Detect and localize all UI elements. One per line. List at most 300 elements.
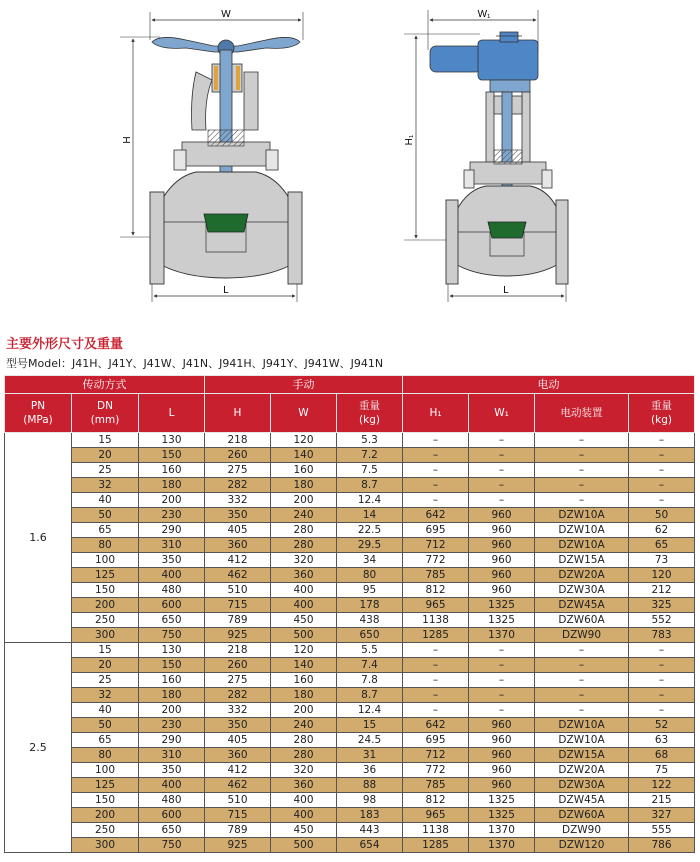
- cell-w1: –: [469, 478, 535, 493]
- table-row: [5, 598, 695, 613]
- cell-l: 310: [139, 538, 205, 553]
- cell-actuator: –: [535, 688, 629, 703]
- cell-l: 200: [139, 703, 205, 718]
- cell-h: 218: [205, 433, 271, 448]
- col-weight-unit: (kg): [359, 414, 380, 426]
- table-row: [5, 493, 695, 508]
- cell-w: 280: [271, 748, 337, 763]
- cell-w: 400: [271, 793, 337, 808]
- cell-actuator: DZW15A: [535, 553, 629, 568]
- cell-w: 400: [271, 598, 337, 613]
- cell-dn: 200: [72, 808, 139, 823]
- cell-h: 360: [205, 748, 271, 763]
- cell-dn: 250: [72, 613, 139, 628]
- cell-w: 140: [271, 658, 337, 673]
- cell-weight-electric: 68: [629, 748, 695, 763]
- cell-weight-electric: –: [629, 448, 695, 463]
- cell-actuator: DZW15A: [535, 748, 629, 763]
- table-row: [5, 793, 695, 808]
- cell-dn: 100: [72, 763, 139, 778]
- cell-actuator: DZW120: [535, 838, 629, 853]
- table-row: [5, 433, 695, 448]
- cell-actuator: DZW20A: [535, 568, 629, 583]
- cell-actuator: DZW10A: [535, 538, 629, 553]
- cell-weight-electric: 62: [629, 523, 695, 538]
- group-header-row: [5, 376, 695, 394]
- table-row: [5, 688, 695, 703]
- cell-l: 750: [139, 628, 205, 643]
- table-row: [5, 463, 695, 478]
- cell-weight: 24.5: [337, 733, 403, 748]
- table-row: [5, 448, 695, 463]
- cell-w: 400: [271, 583, 337, 598]
- manual-valve-drawing: [120, 9, 303, 302]
- dim-l-label: L: [223, 285, 229, 296]
- cell-actuator: DZW90: [535, 823, 629, 838]
- cell-h1: –: [403, 703, 469, 718]
- dim-h-label: H: [122, 136, 133, 144]
- cell-h1: 695: [403, 523, 469, 538]
- cell-w: 500: [271, 628, 337, 643]
- electric-valve-disc: [488, 222, 526, 238]
- dim-w1-label: W₁: [477, 9, 491, 20]
- cell-h: 405: [205, 733, 271, 748]
- cell-dn: 125: [72, 778, 139, 793]
- cell-dn: 15: [72, 433, 139, 448]
- cell-weight: 15: [337, 718, 403, 733]
- col-pn-unit: (MPa): [23, 414, 53, 426]
- pn-cell: 2.5: [5, 643, 72, 853]
- cell-weight-electric: 325: [629, 598, 695, 613]
- cell-h: 462: [205, 568, 271, 583]
- table-row: [5, 808, 695, 823]
- col-pn: [5, 394, 72, 433]
- cell-l: 650: [139, 823, 205, 838]
- cell-w: 200: [271, 493, 337, 508]
- table-row: [5, 823, 695, 838]
- col-weight-label: 重量: [359, 400, 381, 412]
- table-row: [5, 778, 695, 793]
- cell-weight: 443: [337, 823, 403, 838]
- cell-w1: –: [469, 493, 535, 508]
- cell-l: 180: [139, 478, 205, 493]
- cell-w1: 960: [469, 733, 535, 748]
- cell-h1: 642: [403, 508, 469, 523]
- dimensions-table-wrap: [4, 375, 694, 853]
- cell-weight: 80: [337, 568, 403, 583]
- cell-l: 160: [139, 673, 205, 688]
- cell-h: 275: [205, 673, 271, 688]
- cell-h1: 785: [403, 568, 469, 583]
- cell-w: 240: [271, 718, 337, 733]
- dimensions-table-body: [5, 433, 695, 853]
- table-row: [5, 523, 695, 538]
- cell-h1: –: [403, 493, 469, 508]
- cell-dn: 50: [72, 718, 139, 733]
- cell-actuator: DZW30A: [535, 583, 629, 598]
- table-row: [5, 673, 695, 688]
- cell-l: 130: [139, 433, 205, 448]
- dim-h1-label: H₁: [404, 134, 415, 146]
- col-w: W: [271, 394, 337, 433]
- col-actuator: 电动装置: [535, 394, 629, 433]
- cell-h1: 772: [403, 553, 469, 568]
- cell-actuator: DZW10A: [535, 508, 629, 523]
- col-dn: [72, 394, 139, 433]
- cell-l: 230: [139, 508, 205, 523]
- cell-h: 925: [205, 838, 271, 853]
- cell-w1: 960: [469, 508, 535, 523]
- cell-actuator: –: [535, 658, 629, 673]
- cell-weight: 650: [337, 628, 403, 643]
- cell-weight: 88: [337, 778, 403, 793]
- cell-weight-electric: –: [629, 478, 695, 493]
- table-row: [5, 643, 695, 658]
- table-row: [5, 583, 695, 598]
- cell-w: 200: [271, 703, 337, 718]
- cell-w1: 1370: [469, 628, 535, 643]
- col-w1: W₁: [469, 394, 535, 433]
- cell-h1: 812: [403, 793, 469, 808]
- header-manual: 手动: [205, 376, 403, 394]
- cell-l: 600: [139, 598, 205, 613]
- cell-weight: 98: [337, 793, 403, 808]
- cell-l: 230: [139, 718, 205, 733]
- cell-dn: 100: [72, 553, 139, 568]
- header-drive-mode: 传动方式: [5, 376, 205, 394]
- cell-weight: 183: [337, 808, 403, 823]
- cell-weight: 34: [337, 553, 403, 568]
- cell-weight-electric: –: [629, 463, 695, 478]
- cell-h1: 1285: [403, 628, 469, 643]
- cell-actuator: DZW20A: [535, 763, 629, 778]
- cell-l: 750: [139, 838, 205, 853]
- cell-l: 650: [139, 613, 205, 628]
- cell-actuator: –: [535, 478, 629, 493]
- cell-h1: 712: [403, 748, 469, 763]
- cell-h1: 965: [403, 808, 469, 823]
- cell-h: 510: [205, 583, 271, 598]
- cell-h: 350: [205, 508, 271, 523]
- cell-h1: –: [403, 658, 469, 673]
- cell-weight: 5.5: [337, 643, 403, 658]
- cell-dn: 250: [72, 823, 139, 838]
- cell-actuator: –: [535, 703, 629, 718]
- cell-weight: 31: [337, 748, 403, 763]
- cell-dn: 20: [72, 658, 139, 673]
- cell-dn: 40: [72, 493, 139, 508]
- cell-weight-electric: 50: [629, 508, 695, 523]
- cell-l: 160: [139, 463, 205, 478]
- table-row: [5, 478, 695, 493]
- cell-w1: 960: [469, 583, 535, 598]
- cell-h1: –: [403, 643, 469, 658]
- col-weight: [337, 394, 403, 433]
- cell-w: 450: [271, 613, 337, 628]
- cell-l: 310: [139, 748, 205, 763]
- cell-h1: 695: [403, 733, 469, 748]
- cell-h: 412: [205, 553, 271, 568]
- cell-dn: 200: [72, 598, 139, 613]
- cell-weight: 12.4: [337, 493, 403, 508]
- cell-w: 240: [271, 508, 337, 523]
- cell-l: 350: [139, 763, 205, 778]
- cell-weight-electric: –: [629, 643, 695, 658]
- cell-actuator: DZW30A: [535, 778, 629, 793]
- cell-w1: 960: [469, 523, 535, 538]
- table-row: [5, 538, 695, 553]
- cell-w: 160: [271, 463, 337, 478]
- cell-l: 150: [139, 658, 205, 673]
- col-pn-label: PN: [30, 400, 46, 412]
- header-electric: 电动: [403, 376, 695, 394]
- cell-weight-electric: –: [629, 688, 695, 703]
- cell-actuator: DZW10A: [535, 733, 629, 748]
- cell-actuator: DZW90: [535, 628, 629, 643]
- cell-w: 320: [271, 763, 337, 778]
- cell-weight-electric: –: [629, 433, 695, 448]
- cell-l: 350: [139, 553, 205, 568]
- table-row: [5, 703, 695, 718]
- cell-weight-electric: 783: [629, 628, 695, 643]
- cell-w: 160: [271, 673, 337, 688]
- cell-weight: 178: [337, 598, 403, 613]
- cell-h1: 1138: [403, 823, 469, 838]
- cell-h1: –: [403, 673, 469, 688]
- col-l: L: [139, 394, 205, 433]
- yoke: [192, 72, 213, 130]
- table-row: [5, 733, 695, 748]
- cell-dn: 300: [72, 838, 139, 853]
- cell-weight-electric: 75: [629, 763, 695, 778]
- table-row: [5, 718, 695, 733]
- cell-h: 715: [205, 598, 271, 613]
- cell-l: 130: [139, 643, 205, 658]
- cell-l: 150: [139, 448, 205, 463]
- table-row: [5, 508, 695, 523]
- col-weight-electric: [629, 394, 695, 433]
- table-row: [5, 613, 695, 628]
- cell-w1: –: [469, 703, 535, 718]
- cell-weight: 8.7: [337, 478, 403, 493]
- cell-dn: 150: [72, 793, 139, 808]
- cell-weight: 12.4: [337, 703, 403, 718]
- table-row: [5, 763, 695, 778]
- cell-h: 350: [205, 718, 271, 733]
- cell-h: 789: [205, 613, 271, 628]
- cell-w: 320: [271, 553, 337, 568]
- cell-weight: 8.7: [337, 688, 403, 703]
- cell-w1: 1325: [469, 613, 535, 628]
- cell-weight: 438: [337, 613, 403, 628]
- cell-w1: 1370: [469, 838, 535, 853]
- cell-h: 412: [205, 763, 271, 778]
- cell-l: 200: [139, 493, 205, 508]
- dimensions-table: [4, 375, 695, 853]
- cell-h1: –: [403, 688, 469, 703]
- cell-dn: 50: [72, 508, 139, 523]
- cell-h: 332: [205, 493, 271, 508]
- cell-weight-electric: –: [629, 493, 695, 508]
- valve-drawings: [0, 0, 700, 330]
- pn-cell: 1.6: [5, 433, 72, 643]
- cell-h: 360: [205, 538, 271, 553]
- cell-dn: 15: [72, 643, 139, 658]
- cell-h: 260: [205, 658, 271, 673]
- cell-w1: 960: [469, 718, 535, 733]
- cell-w: 280: [271, 523, 337, 538]
- cell-h1: –: [403, 448, 469, 463]
- cell-dn: 32: [72, 688, 139, 703]
- cell-weight-electric: 212: [629, 583, 695, 598]
- cell-w1: –: [469, 463, 535, 478]
- cell-w1: 1325: [469, 793, 535, 808]
- cell-h1: 1138: [403, 613, 469, 628]
- section-heading: 主要外形尺寸及重量: [6, 337, 124, 352]
- cell-h1: 785: [403, 778, 469, 793]
- cell-actuator: DZW10A: [535, 718, 629, 733]
- cell-weight: 29.5: [337, 538, 403, 553]
- cell-h1: –: [403, 478, 469, 493]
- cell-h: 925: [205, 628, 271, 643]
- col-h1: H₁: [403, 394, 469, 433]
- cell-w1: 960: [469, 778, 535, 793]
- table-row: [5, 748, 695, 763]
- cell-actuator: –: [535, 448, 629, 463]
- cell-w1: –: [469, 433, 535, 448]
- cell-w: 280: [271, 538, 337, 553]
- cell-h1: 642: [403, 718, 469, 733]
- cell-h1: 772: [403, 763, 469, 778]
- cell-w1: –: [469, 658, 535, 673]
- cell-weight-electric: 63: [629, 733, 695, 748]
- cell-weight: 36: [337, 763, 403, 778]
- cell-dn: 80: [72, 748, 139, 763]
- valve-disc: [204, 214, 248, 232]
- col-weight-electric-unit: (kg): [651, 414, 672, 426]
- col-weight-electric-label: 重量: [651, 400, 673, 412]
- cell-h: 510: [205, 793, 271, 808]
- cell-actuator: DZW60A: [535, 808, 629, 823]
- cell-h: 260: [205, 448, 271, 463]
- cell-actuator: DZW45A: [535, 793, 629, 808]
- cell-actuator: DZW10A: [535, 523, 629, 538]
- model-line: 型号Model：J41H、J41Y、J41W、J41N、J941H、J941Y、J941W、J941N: [6, 357, 384, 370]
- cell-actuator: –: [535, 643, 629, 658]
- cell-h: 275: [205, 463, 271, 478]
- cell-l: 400: [139, 568, 205, 583]
- cell-weight: 5.3: [337, 433, 403, 448]
- cell-actuator: DZW45A: [535, 598, 629, 613]
- col-dn-unit: (mm): [90, 414, 120, 426]
- cell-w: 360: [271, 568, 337, 583]
- col-dn-label: DN: [97, 400, 113, 412]
- cell-actuator: DZW60A: [535, 613, 629, 628]
- cell-w: 180: [271, 478, 337, 493]
- table-row: [5, 628, 695, 643]
- cell-dn: 25: [72, 463, 139, 478]
- cell-weight: 14: [337, 508, 403, 523]
- cell-l: 290: [139, 733, 205, 748]
- cell-l: 400: [139, 778, 205, 793]
- cell-h1: –: [403, 463, 469, 478]
- cell-weight: 7.2: [337, 448, 403, 463]
- cell-weight: 654: [337, 838, 403, 853]
- cell-w1: 960: [469, 763, 535, 778]
- cell-dn: 25: [72, 673, 139, 688]
- cell-actuator: –: [535, 433, 629, 448]
- cell-h: 789: [205, 823, 271, 838]
- cell-l: 600: [139, 808, 205, 823]
- cell-weight: 22.5: [337, 523, 403, 538]
- cell-weight-electric: 327: [629, 808, 695, 823]
- cell-w1: 960: [469, 568, 535, 583]
- cell-h1: 812: [403, 583, 469, 598]
- cell-w1: –: [469, 688, 535, 703]
- dim-l1-label: L: [503, 285, 509, 296]
- cell-l: 480: [139, 583, 205, 598]
- cell-actuator: –: [535, 673, 629, 688]
- cell-h1: 965: [403, 598, 469, 613]
- cell-w: 500: [271, 838, 337, 853]
- cell-w: 120: [271, 643, 337, 658]
- cell-w: 120: [271, 433, 337, 448]
- cell-w: 280: [271, 733, 337, 748]
- cell-actuator: –: [535, 493, 629, 508]
- col-h: H: [205, 394, 271, 433]
- table-row: [5, 568, 695, 583]
- cell-w1: 960: [469, 553, 535, 568]
- cell-w1: 960: [469, 748, 535, 763]
- table-row: [5, 838, 695, 853]
- cell-weight-electric: 552: [629, 613, 695, 628]
- cell-weight-electric: 65: [629, 538, 695, 553]
- cell-w: 400: [271, 808, 337, 823]
- cell-weight-electric: 120: [629, 568, 695, 583]
- cell-h: 405: [205, 523, 271, 538]
- cell-h: 332: [205, 703, 271, 718]
- column-header-row: [5, 394, 695, 433]
- cell-dn: 20: [72, 448, 139, 463]
- electric-actuator: [430, 46, 482, 72]
- cell-w1: 1370: [469, 823, 535, 838]
- cell-w1: –: [469, 643, 535, 658]
- cell-h1: 712: [403, 538, 469, 553]
- cell-w1: –: [469, 448, 535, 463]
- cell-weight-electric: –: [629, 673, 695, 688]
- cell-dn: 150: [72, 583, 139, 598]
- cell-h1: 1285: [403, 838, 469, 853]
- cell-dn: 65: [72, 733, 139, 748]
- cell-weight: 95: [337, 583, 403, 598]
- cell-w: 180: [271, 688, 337, 703]
- cell-weight-electric: 786: [629, 838, 695, 853]
- cell-h: 218: [205, 643, 271, 658]
- cell-h: 462: [205, 778, 271, 793]
- cell-dn: 125: [72, 568, 139, 583]
- cell-l: 480: [139, 793, 205, 808]
- table-row: [5, 658, 695, 673]
- cell-w1: 960: [469, 538, 535, 553]
- cell-l: 180: [139, 688, 205, 703]
- cell-w1: 1325: [469, 808, 535, 823]
- dim-w-label: W: [221, 9, 231, 20]
- cell-actuator: –: [535, 463, 629, 478]
- cell-h1: –: [403, 433, 469, 448]
- cell-weight-electric: 73: [629, 553, 695, 568]
- cell-weight: 7.5: [337, 463, 403, 478]
- table-row: [5, 553, 695, 568]
